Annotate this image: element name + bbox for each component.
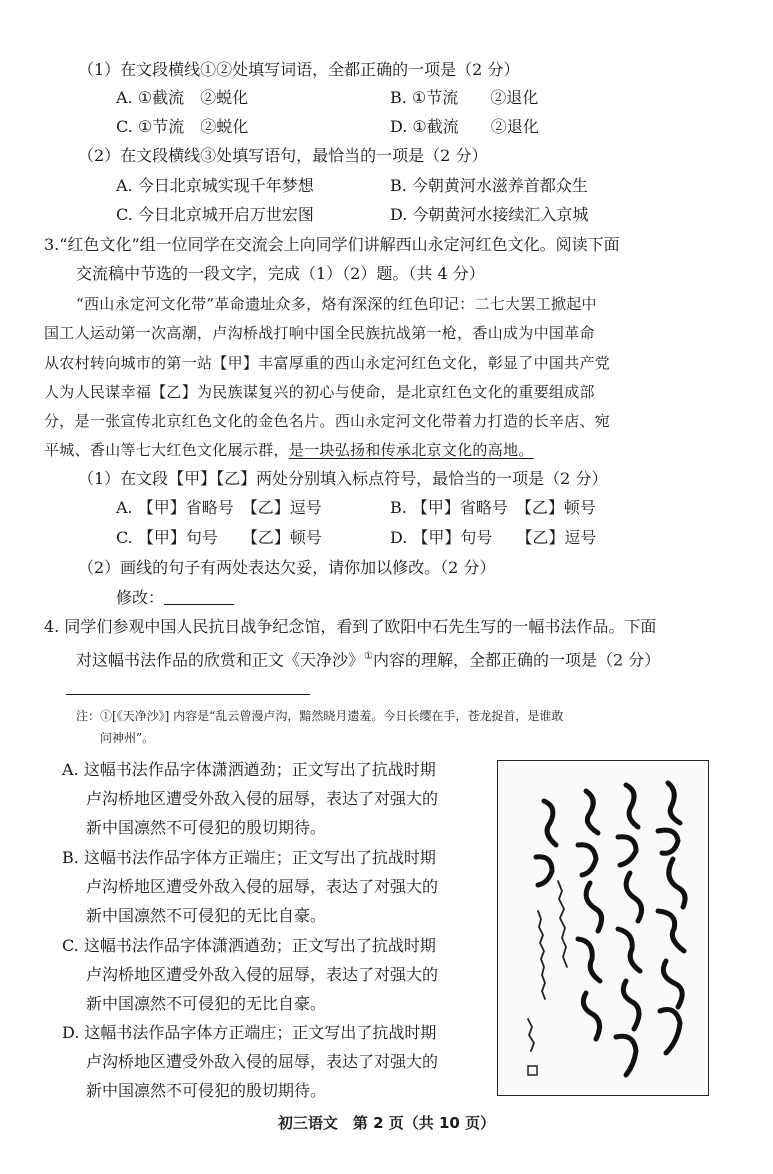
q3-passage-line3: 从农村转向城市的第一站【甲】丰富厚重的西山永定河红色文化，彰显了中国共产党 [44, 354, 611, 372]
q3-answer-blank[interactable] [164, 588, 234, 605]
q4-stem-line2-post: 内容的理解，全都正确的一项是（2 分） [372, 650, 661, 670]
q4-option-b-line3: 新中国凛然不可侵犯的无比自豪。 [86, 906, 327, 925]
q3-sub1-option-c: C. 【甲】句号 【乙】顿号 [116, 528, 322, 547]
footnote-divider [66, 694, 310, 695]
q4-option-d-line3: 新中国凛然不可侵犯的殷切期待。 [86, 1081, 327, 1100]
q4-stem-line2 [76, 647, 660, 670]
q3-stem-line1: 3.“红色文化”组一位同学在交流会上向同学们讲解西山永定河红色文化。阅读下面 [44, 235, 620, 254]
q3-answer-label: 修改： [116, 588, 165, 607]
q4-option-c-line2: 卢沟桥地区遭受外敌入侵的屈辱，表达了对强大的 [86, 965, 439, 984]
q2-sub2-option-a: A. 今日北京城实现千年梦想 [116, 176, 314, 195]
q4-option-a-line1: A. 这幅书法作品字体潇洒遒劲；正文写出了抗战时期 [62, 760, 436, 779]
calligraphy-artwork [497, 760, 709, 1096]
q2-sub2-option-d: D. 今朝黄河水接续汇入京城 [390, 205, 589, 224]
q3-sub2-answer-row [116, 588, 234, 608]
q4-option-b-line1: B. 这幅书法作品字体方正端庄；正文写出了抗战时期 [62, 848, 436, 867]
q3-passage-line1: “西山永定河文化带”革命遗址众多，烙有深深的红色印记：二七大罢工掀起中 [76, 295, 597, 313]
q2-sub1-option-b: B. ①节流 ②退化 [390, 88, 539, 107]
q3-sub1-option-a: A. 【甲】省略号 【乙】逗号 [116, 498, 322, 517]
q4-option-d-line1: D. 这幅书法作品字体方正端庄；正文写出了抗战时期 [62, 1023, 437, 1042]
q2-sub2-option-c: C. 今日北京城开启万世宏图 [116, 205, 314, 224]
q4-stem-line1: 4. 同学们参观中国人民抗日战争纪念馆，看到了欧阳中石先生写的一幅书法作品。下面 [44, 617, 657, 636]
q4-option-b-line2: 卢沟桥地区遭受外敌入侵的屈辱，表达了对强大的 [86, 877, 439, 896]
q3-stem-line2: 交流稿中节选的一段文字，完成（1）（2）题。（共 4 分） [76, 264, 485, 283]
q4-stem-line2-pre: 对这幅书法作品的欣赏和正文《天净沙》 [76, 650, 365, 670]
q3-sub2-stem: （2）画线的句子有两处表达欠妥，请你加以修改。（2 分） [78, 558, 496, 577]
calligraphy-brush-strokes [498, 761, 708, 1095]
q3-passage-line5: 分，是一张宣传北京红色文化的金色名片。西山永定河文化带着力打造的长辛店、宛 [44, 412, 611, 430]
page-footer: 初三语文 第 2 页（共 10 页） [277, 1114, 496, 1132]
q4-note-line2: 问神州”。 [100, 731, 155, 745]
q4-option-a-line2: 卢沟桥地区遭受外敌入侵的屈辱，表达了对强大的 [86, 789, 439, 808]
q3-sub1-stem: （1）在文段【甲】【乙】两处分别填入标点符号，最恰当的一项是（2 分） [78, 469, 608, 488]
q2-sub2-option-b: B. 今朝黄河水滋养首都众生 [390, 176, 588, 195]
q3-passage-line2: 国工人运动第一次高潮，卢沟桥战打响中国全民族抗战第一枪，香山成为中国革命 [44, 324, 595, 342]
q3-passage-line4: 人为人民谋幸福【乙】为民族谋复兴的初心与使命，是北京红色文化的重要组成部 [44, 383, 595, 401]
q2-sub1-option-c: C. ①节流 ②蜕化 [116, 117, 249, 136]
q4-option-a-line3: 新中国凛然不可侵犯的殷切期待。 [86, 818, 327, 837]
q4-option-c-line1: C. 这幅书法作品字体潇洒遒劲；正文写出了抗战时期 [62, 936, 436, 955]
q3-passage-line6-text: 平城、香山等七大红色文化展示群， [44, 441, 289, 459]
q2-sub1-option-a: A. ①截流 ②蜕化 [116, 88, 249, 107]
q2-sub1-option-d: D. ①截流 ②退化 [390, 117, 539, 136]
q4-note-line1: 注：①[《天净沙》] 内容是“乱云曾漫卢沟，黯然晓月遗羞。今日长缨在手，苍龙捉首，是谁敢 [76, 709, 564, 723]
q3-passage-line6 [44, 440, 534, 460]
q4-option-c-line3: 新中国凛然不可侵犯的无比自豪。 [86, 994, 327, 1013]
q2-sub1-stem: （1）在文段横线①②处填写词语，全都正确的一项是（2 分） [78, 60, 520, 79]
q3-sub1-option-b: B. 【甲】省略号 【乙】顿号 [390, 498, 596, 517]
q3-underlined-sentence: 是一块弘扬和传承北京文化的高地。 [288, 441, 534, 459]
q4-option-d-line2: 卢沟桥地区遭受外敌入侵的屈辱，表达了对强大的 [86, 1052, 439, 1071]
q3-sub1-option-d: D. 【甲】句号 【乙】逗号 [390, 528, 597, 547]
q4-footnote-marker: ① [364, 651, 373, 662]
q2-sub2-stem: （2）在文段横线③处填写语句，最恰当的一项是（2 分） [78, 146, 488, 165]
